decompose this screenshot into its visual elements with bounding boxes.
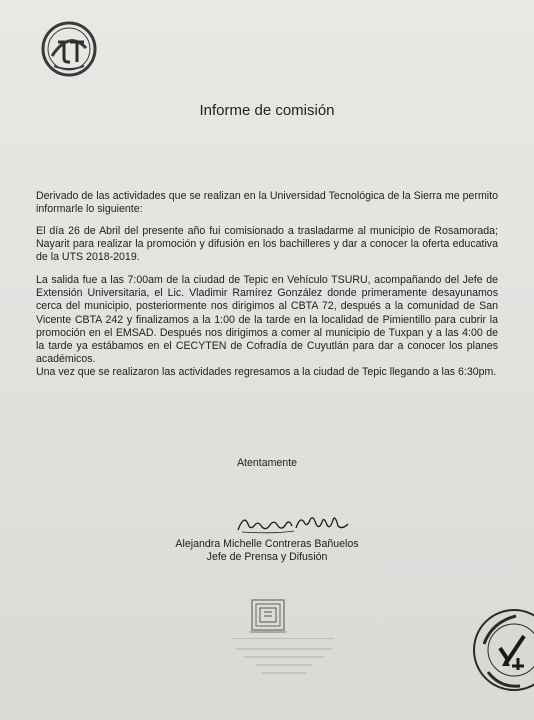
footer-address-line <box>244 656 324 658</box>
footer-address-line <box>236 648 332 650</box>
footer-divider <box>232 638 334 639</box>
footer-address-line <box>256 664 312 666</box>
footer-address-line <box>262 672 306 674</box>
iso-certification-stamp <box>472 608 534 692</box>
signer-title: Jefe de Prensa y Difusión <box>206 551 328 563</box>
paragraph-itinerary: La salida fue a las 7:00am de la ciudad de Tepic en Vehículo TSURU, acompañando del Jefe de Extensión Universitaria, el Lic. Vladimir Ramírez González donde primeramente desayunamos cerca del municipio, posteriormente nos dirigimos al CBTA 72, después a la comunidad de San Vicente CBTA 242 y finalizamos a la 1:00 de la tarde en la localidad de Pimientillo para cubrir la promoción en el EMSAD. Después nos dirigimos a comer al municipio de Tuxpan y a las 4:00 de la tarde ya estábamos en el CECYTEN de Cofradía de Cuyutlán para dar a conocer los planes académicos. Una vez que se realizaron las actividades regresamos a la ciudad de Tepic llegando a las 6:30pm. <box>36 274 498 379</box>
university-logo-icon <box>40 20 98 78</box>
document-title: Informe de comisión <box>199 102 335 119</box>
signer-block <box>0 538 534 564</box>
closing-salutation: Atentamente <box>236 457 298 469</box>
paragraph-commission: El día 26 de Abril del presente año fui comisionado a trasladarme al municipio de Rosamorada; Nayarit para realizar la promoción y difusión en los bachilleres y dar a conocer la oferta educativa de la UTS 2018-2019. <box>36 225 498 264</box>
institutional-seal-icon <box>248 598 288 634</box>
paragraph-intro: Derivado de las actividades que se realizan en la Universidad Tecnológica de la Sierra me permito informarle lo siguiente: <box>36 190 498 216</box>
handwritten-signature <box>234 510 354 536</box>
signer-name: Alejandra Michelle Contreras Bañuelos <box>175 538 359 550</box>
